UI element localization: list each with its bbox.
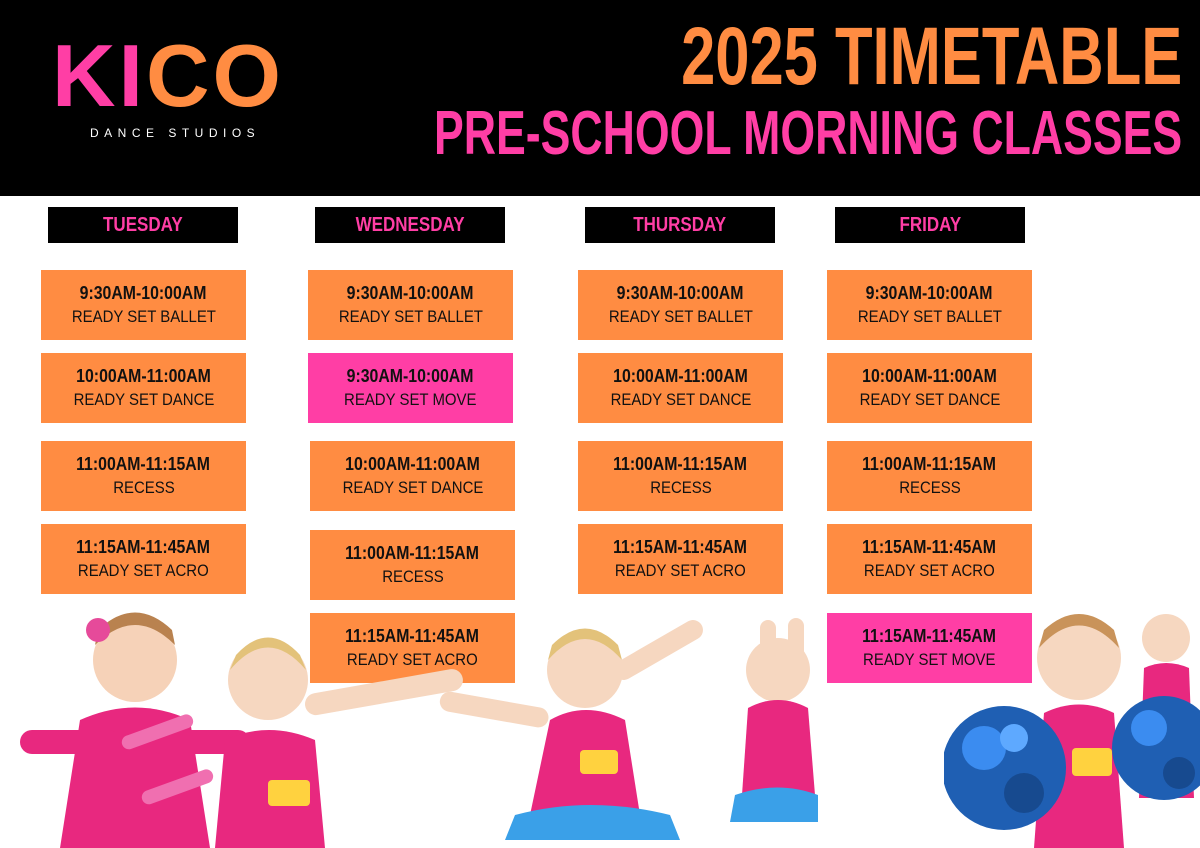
class-slot — [308, 270, 513, 340]
logo-ki: KI — [52, 26, 146, 125]
dancer-figure — [438, 616, 706, 840]
day-label: THURSDAY — [633, 213, 727, 236]
class-slot — [310, 441, 515, 511]
class-time: 9:30AM-10:00AM — [347, 366, 474, 386]
class-name: READY SET DANCE — [859, 390, 1000, 409]
class-time: 11:00AM-11:15AM — [613, 454, 748, 474]
class-name: READY SET BALLET — [338, 307, 483, 326]
class-name: RECESS — [112, 478, 175, 497]
class-slot — [827, 270, 1032, 340]
class-time: 10:00AM-11:00AM — [862, 366, 997, 386]
cheer-dancers-photo — [944, 598, 1200, 848]
class-slot — [578, 524, 783, 594]
class-name: READY SET DANCE — [73, 390, 214, 409]
class-time: 11:00AM-11:15AM — [862, 454, 997, 474]
class-time: 11:00AM-11:15AM — [345, 543, 480, 563]
class-slot — [41, 441, 246, 511]
day-header-friday — [835, 207, 1025, 243]
class-time: 9:30AM-10:00AM — [866, 283, 993, 303]
class-time: 10:00AM-11:00AM — [76, 366, 211, 386]
class-time: 11:15AM-11:45AM — [76, 537, 211, 557]
dancer-figure — [730, 618, 818, 822]
class-time: 10:00AM-11:00AM — [613, 366, 748, 386]
class-time: 9:30AM-10:00AM — [617, 283, 744, 303]
class-slot — [310, 530, 515, 600]
class-name: READY SET MOVE — [863, 650, 996, 669]
class-slot — [578, 441, 783, 511]
class-name: READY SET DANCE — [610, 390, 751, 409]
page-title: 2025 TIMETABLE — [680, 11, 1182, 102]
class-name: READY SET MOVE — [344, 390, 477, 409]
class-time: 11:15AM-11:45AM — [862, 626, 997, 646]
class-time: 11:15AM-11:45AM — [345, 626, 480, 646]
class-name: READY SET BALLET — [857, 307, 1002, 326]
class-name: RECESS — [898, 478, 961, 497]
class-name: READY SET ACRO — [864, 561, 995, 580]
class-slot — [41, 270, 246, 340]
day-header-thursday — [585, 207, 775, 243]
day-header-wednesday — [315, 207, 505, 243]
day-header-tuesday — [48, 207, 238, 243]
dancer-figure — [20, 613, 250, 848]
header-banner — [0, 0, 1200, 196]
class-name: READY SET DANCE — [342, 478, 483, 497]
page-subtitle: PRE-SCHOOL MORNING CLASSES — [433, 99, 1182, 168]
class-time: 9:30AM-10:00AM — [347, 283, 474, 303]
class-slot — [41, 353, 246, 423]
class-time: 11:15AM-11:45AM — [613, 537, 748, 557]
class-name: RECESS — [381, 567, 444, 586]
dancers-photo-left — [0, 600, 820, 848]
logo-co: CO — [146, 26, 284, 125]
class-name: READY SET ACRO — [347, 650, 478, 669]
class-time: 11:00AM-11:15AM — [76, 454, 211, 474]
pom-pom-right — [1112, 696, 1200, 800]
kico-logo — [52, 26, 324, 150]
dancer-figure — [215, 638, 465, 848]
class-slot-highlight — [308, 353, 513, 423]
logo-subtitle: DANCE STUDIOS — [90, 126, 261, 140]
class-slot — [578, 353, 783, 423]
day-label: FRIDAY — [899, 213, 961, 236]
pom-pom-left — [944, 706, 1066, 830]
class-slot — [827, 353, 1032, 423]
day-label: WEDNESDAY — [355, 213, 465, 236]
logo-wordmark — [52, 26, 284, 125]
class-name: RECESS — [649, 478, 712, 497]
class-name: READY SET BALLET — [71, 307, 216, 326]
day-label: TUESDAY — [103, 213, 183, 236]
class-slot — [827, 524, 1032, 594]
class-slot — [827, 441, 1032, 511]
class-slot — [41, 524, 246, 594]
class-slot — [578, 270, 783, 340]
class-time: 9:30AM-10:00AM — [80, 283, 207, 303]
class-name: READY SET ACRO — [615, 561, 746, 580]
class-time: 11:15AM-11:45AM — [862, 537, 997, 557]
class-name: READY SET ACRO — [78, 561, 209, 580]
class-name: READY SET BALLET — [608, 307, 753, 326]
class-time: 10:00AM-11:00AM — [345, 454, 480, 474]
